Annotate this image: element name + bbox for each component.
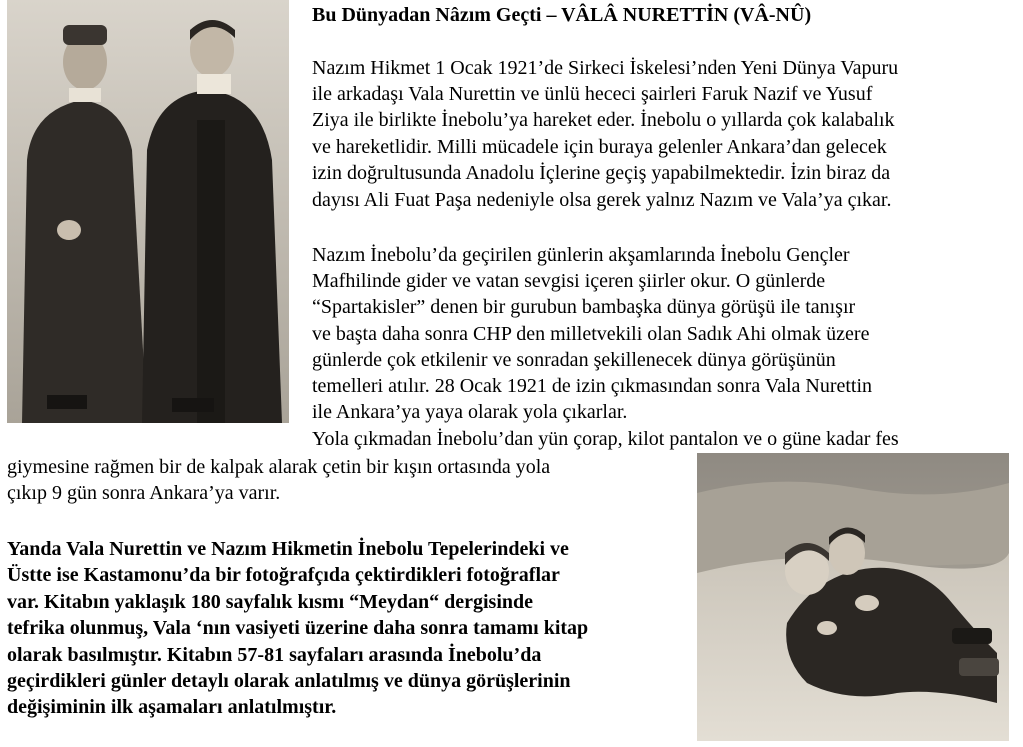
paragraph-1-line: dayısı Ali Fuat Paşa nedeniyle olsa gerek yalnız Nazım ve Vala’ya çıkar.	[312, 189, 892, 211]
caption-line: Yanda Vala Nurettin ve Nazım Hikmetin İnebolu Tepelerindeki ve	[7, 538, 569, 560]
caption-line: geçirdikleri günler detaylı olarak anlatılmış ve dünya görüşlerinin	[7, 670, 571, 692]
paragraph-2-line: ile Ankara’ya yaya olarak yola çıkarlar.	[312, 401, 628, 423]
hillside-illustration	[697, 453, 1009, 741]
caption-line: Üstte ise Kastamonu’da bir fotoğrafçıda çektirdikleri fotoğraflar	[7, 564, 560, 586]
caption-line: var. Kitabın yaklaşık 180 sayfalık kısmı “Meydan“ dergisinde	[7, 591, 534, 613]
paragraph-1-line: ve hareketlidir. Milli mücadele için buraya gelenler Ankara’dan gelecek	[312, 136, 887, 158]
paragraph-2-line: ve başta daha sonra CHP den milletvekili olan Sadık Ahi olmak üzere	[312, 323, 870, 345]
caption-line: tefrika olunmuş, Vala ‘nın vasiyeti üzerine daha sonra tamamı kitap	[7, 617, 589, 639]
paragraph-1-line: Nazım Hikmet 1 Ocak 1921’de Sirkeci İskelesi’nden Yeni Dünya Vapuru	[312, 57, 899, 79]
paragraph-2-line: çıkıp 9 gün sonra Ankara’ya varır.	[7, 482, 281, 504]
paragraph-1-line: ile arkadaşı Vala Nurettin ve ünlü hececi şairleri Faruk Nazif ve Yusuf	[312, 83, 873, 105]
studio-portrait-photo	[7, 0, 289, 423]
paragraph-1-line: izin doğrultusunda Anadolu İçlerine geçiş yapabilmektedir. İzin biraz da	[312, 162, 891, 184]
paragraph-2-line: temelleri atılır. 28 Ocak 1921 de izin çıkmasından sonra Vala Nurettin	[312, 375, 873, 397]
article-title: Bu Dünyadan Nâzım Geçti – VÂLÂ NURETTİN (VÂ-NÛ)	[312, 4, 812, 26]
caption-line: olarak basılmıştır. Kitabın 57-81 sayfaları arasında İnebolu’da	[7, 644, 542, 666]
studio-portrait-illustration	[7, 0, 289, 423]
hillside-photo	[697, 453, 1009, 741]
paragraph-2-line: Nazım İnebolu’da geçirilen günlerin akşamlarında İnebolu Gençler	[312, 244, 850, 266]
paragraph-2-line: Yola çıkmadan İnebolu’dan yün çorap, kilot pantalon ve o güne kadar fes	[312, 428, 899, 450]
caption-line: değişiminin ilk aşamaları anlatılmıştır.	[7, 696, 337, 718]
paragraph-1-line: Ziya ile birlikte İnebolu’ya hareket eder. İnebolu o yıllarda çok kalabalık	[312, 109, 895, 131]
paragraph-2-line: günlerde çok etkilenir ve sonradan şekillenecek dünya görüşünün	[312, 349, 836, 371]
paragraph-2-line: giymesine rağmen bir de kalpak alarak çetin bir kışın ortasında yola	[7, 456, 551, 478]
paragraph-2-line: “Spartakisler” denen bir gurubun bambaşka dünya görüşü ile tanışır	[312, 296, 856, 318]
paragraph-2-line: Mafhilinde gider ve vatan sevgisi içeren şiirler okur. O günlerde	[312, 270, 826, 292]
